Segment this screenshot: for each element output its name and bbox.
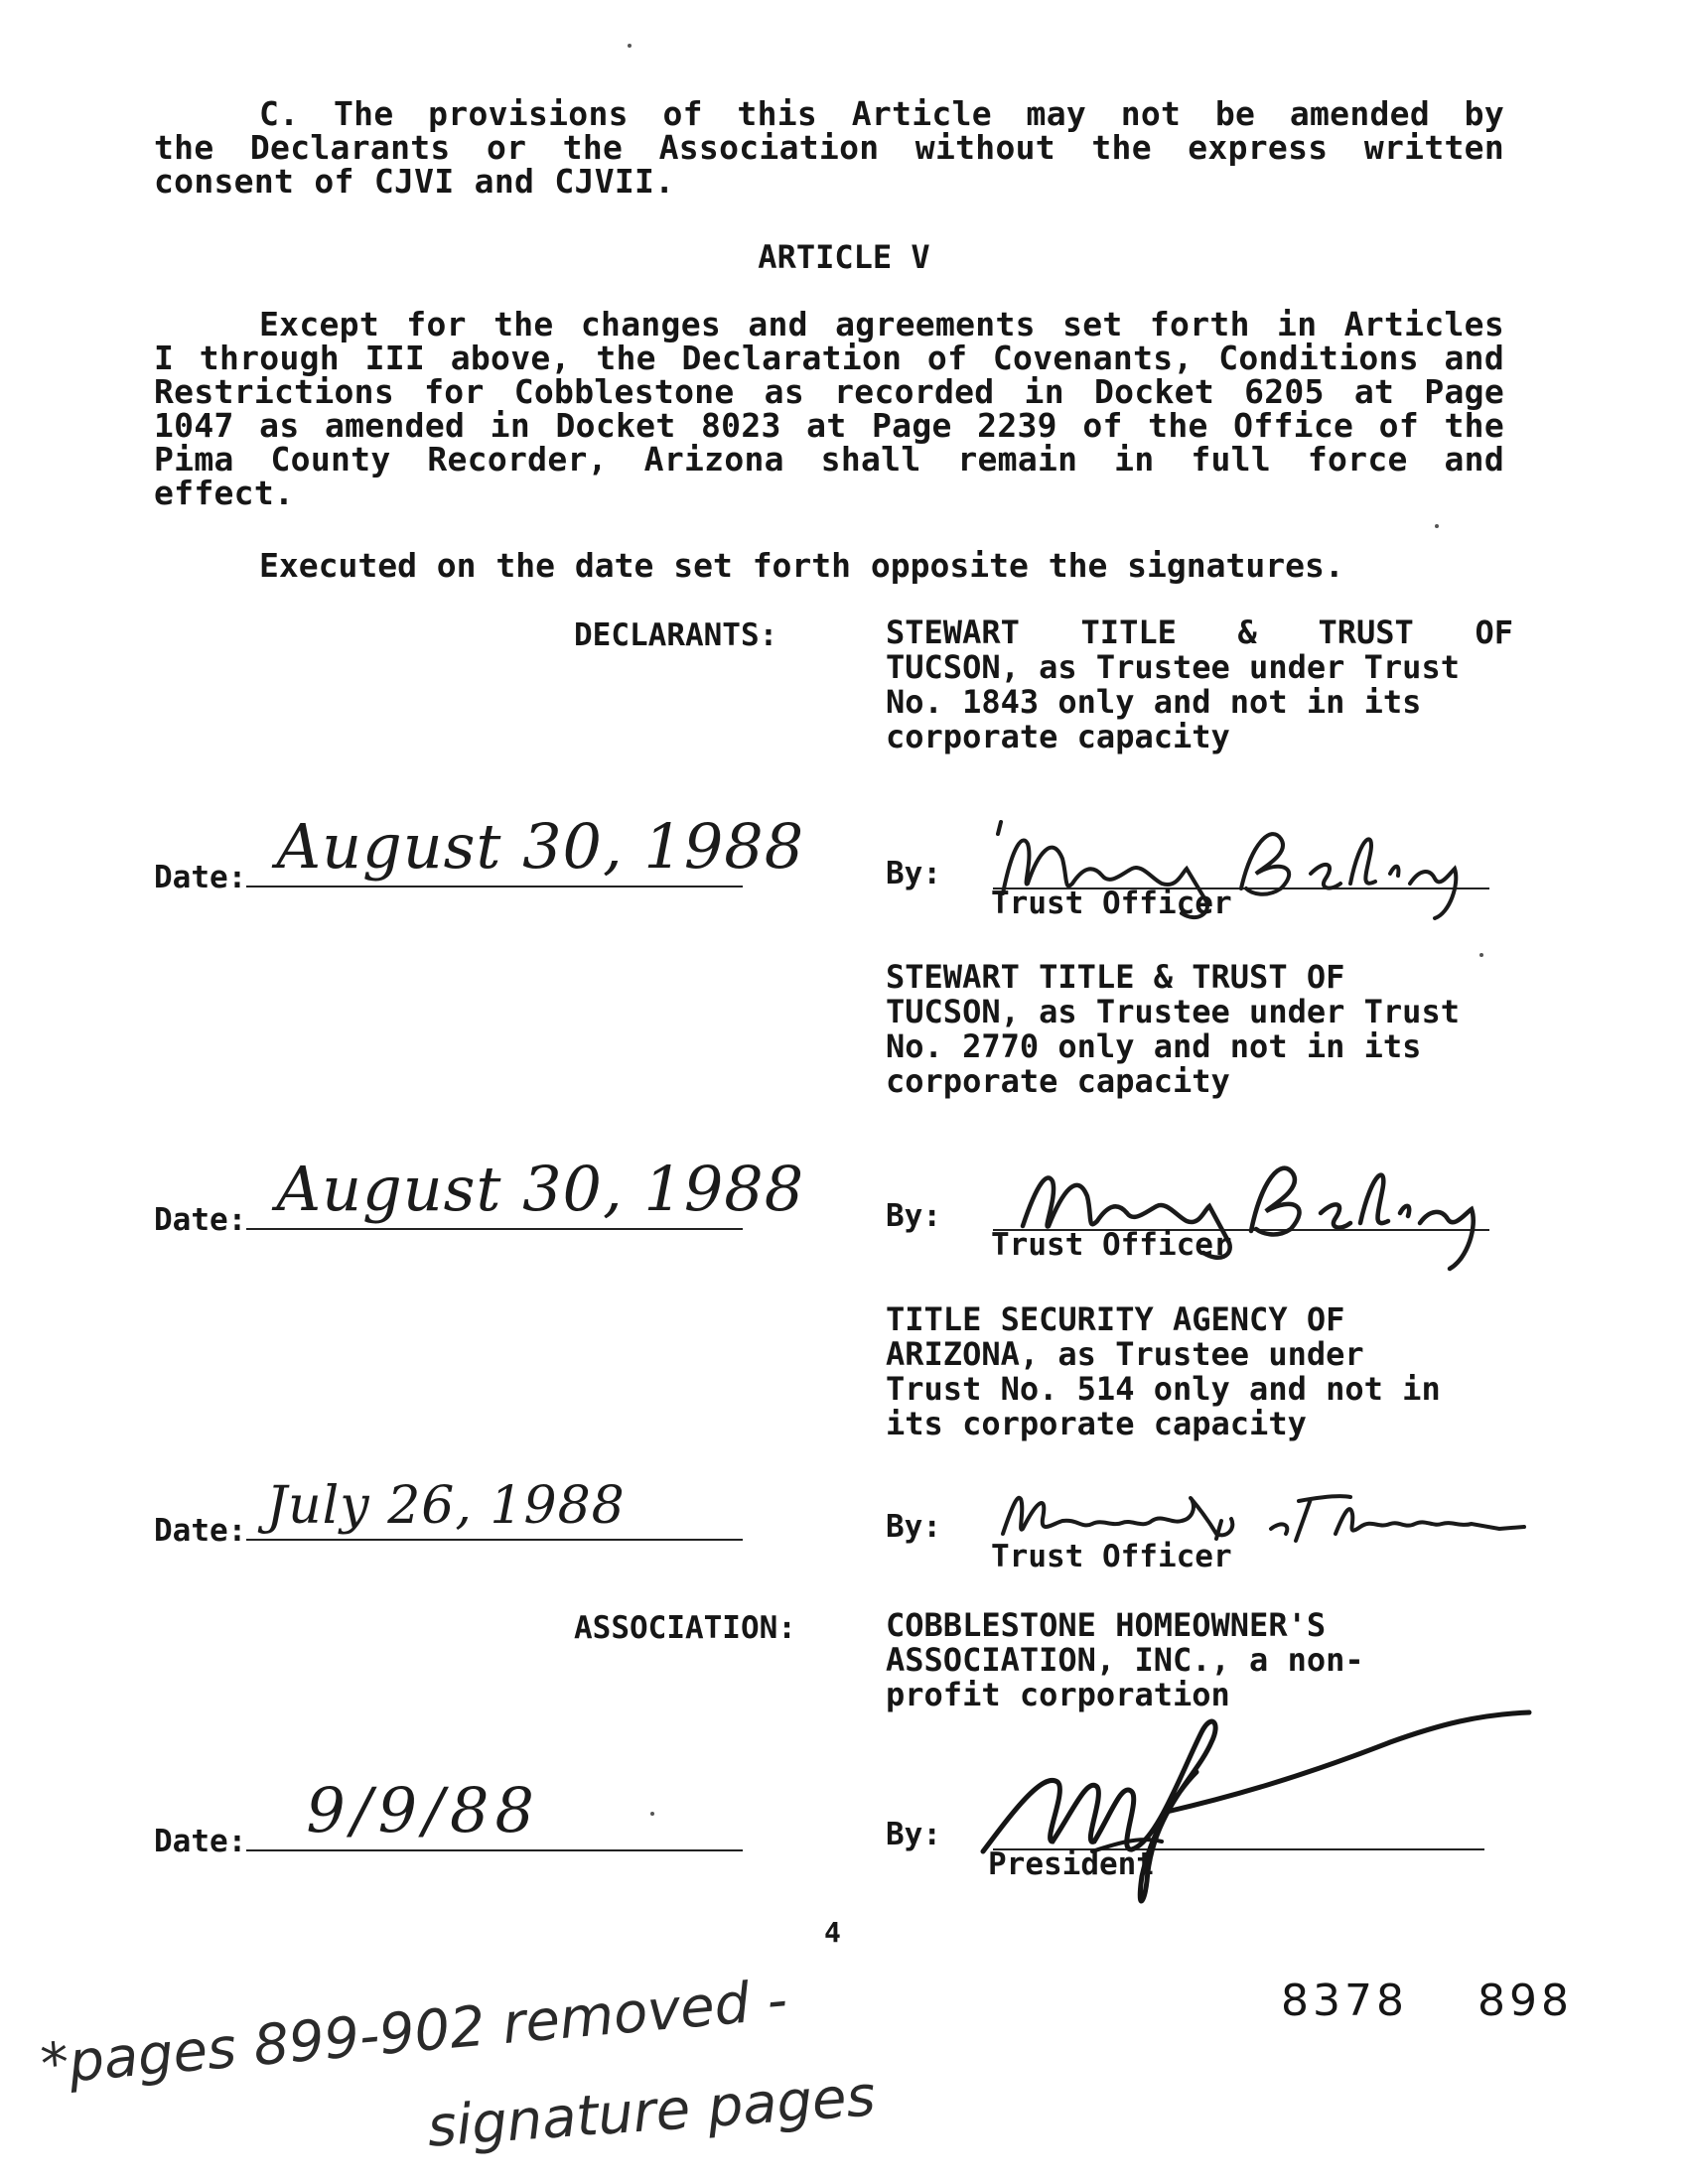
paragraph-line: Restrictions for Cobblestone as recorded in Docket 6205 at Page xyxy=(154,372,1504,411)
scan-speck xyxy=(650,1812,654,1816)
signatory-2-by-label: By: xyxy=(886,1198,941,1234)
party-line: COBBLESTONE HOMEOWNER'S xyxy=(886,1606,1327,1644)
party-line: Trust No. 514 only and not in xyxy=(886,1370,1441,1408)
date-label: Date: xyxy=(154,1202,247,1238)
handwritten-date: August 30, 1988 xyxy=(276,810,805,883)
article-4-paragraph-c xyxy=(154,94,1504,201)
signatory-3-date xyxy=(154,1476,743,1549)
party-line: TITLE SECURITY AGENCY OF xyxy=(886,1300,1345,1338)
party-line: STEWART TITLE & TRUST OF xyxy=(886,614,1513,651)
handwritten-date: August 30, 1988 xyxy=(276,1153,805,1225)
paragraph-line: C. The provisions of this Article may not be amended by xyxy=(259,94,1504,133)
party-line: ARIZONA, as Trustee under xyxy=(886,1335,1364,1373)
party-line: No. 1843 only and not in its xyxy=(886,683,1422,721)
date-blank xyxy=(246,1476,743,1541)
declarants-label: DECLARANTS: xyxy=(574,617,778,653)
date-label: Date: xyxy=(154,860,247,895)
date-blank xyxy=(246,1774,743,1851)
paragraph-line: effect. xyxy=(154,474,295,512)
party-line: ASSOCIATION, INC., a non- xyxy=(886,1641,1364,1679)
signatory-4-role: President xyxy=(988,1846,1155,1882)
docket-stamp xyxy=(1281,1976,1573,2026)
paragraph-line: the Declarants or the Association without the express written xyxy=(154,128,1504,167)
party-line: TUCSON, as Trustee under Trust xyxy=(886,993,1460,1030)
paragraph-line: Pima County Recorder, Arizona shall remain in full force and xyxy=(154,440,1504,478)
signatory-4-date xyxy=(154,1774,743,1859)
page-number: 4 xyxy=(824,1916,841,1949)
party-line: corporate capacity xyxy=(886,1062,1230,1100)
paragraph-line: I through III above, the Declaration of Covenants, Conditions and xyxy=(154,339,1504,377)
signatory-2-role: Trust Officer xyxy=(991,1227,1232,1263)
date-label: Date: xyxy=(154,1824,247,1859)
paragraph-line: 1047 as amended in Docket 8023 at Page 2239 of the Office of the xyxy=(154,406,1504,445)
handwritten-note-line: signature pages xyxy=(425,2064,878,2160)
scan-speck xyxy=(628,44,632,48)
signatory-4-by-label: By: xyxy=(886,1817,941,1852)
signatory-4-party xyxy=(886,1608,1513,1712)
docket-number: 8378 xyxy=(1281,1976,1408,2026)
party-line: STEWART TITLE & TRUST OF xyxy=(886,958,1345,996)
handwritten-date: 9/9/88 xyxy=(306,1774,540,1846)
signatory-2-date xyxy=(154,1153,805,1238)
handwritten-date: July 26, 1988 xyxy=(266,1476,626,1536)
signatory-1-role: Trust Officer xyxy=(991,886,1232,921)
party-line: corporate capacity xyxy=(886,718,1230,755)
signatory-1-by-label: By: xyxy=(886,856,941,891)
signatory-3-party xyxy=(886,1302,1513,1441)
scan-speck xyxy=(1479,953,1483,957)
date-label: Date: xyxy=(154,1513,247,1549)
signatory-2-party xyxy=(886,960,1513,1099)
party-line: No. 2770 only and not in its xyxy=(886,1027,1422,1065)
article-5-heading: ARTICLE V xyxy=(758,238,930,276)
signatory-3-role: Trust Officer xyxy=(991,1539,1232,1574)
association-label: ASSOCIATION: xyxy=(574,1610,796,1646)
signatory-3-by-label: By: xyxy=(886,1509,941,1545)
signatory-1-date xyxy=(154,810,805,895)
executed-statement: Executed on the date set forth opposite the signatures. xyxy=(259,546,1344,585)
date-blank xyxy=(246,810,805,887)
paragraph-line: Except for the changes and agreements set forth in Articles xyxy=(259,305,1504,343)
signatory-1-party xyxy=(886,615,1513,754)
signature-4 xyxy=(973,1703,1549,1921)
party-line: profit corporation xyxy=(886,1676,1230,1713)
date-blank xyxy=(246,1153,805,1230)
docket-page: 898 xyxy=(1477,1976,1573,2026)
handwritten-note-line: *pages 899-902 removed - xyxy=(38,1968,790,2098)
paragraph-line: consent of CJVI and CJVII. xyxy=(154,162,675,201)
party-line: TUCSON, as Trustee under Trust xyxy=(886,648,1460,686)
article-5-body xyxy=(154,305,1504,512)
party-line: its corporate capacity xyxy=(886,1405,1307,1442)
scan-speck xyxy=(1435,524,1439,528)
